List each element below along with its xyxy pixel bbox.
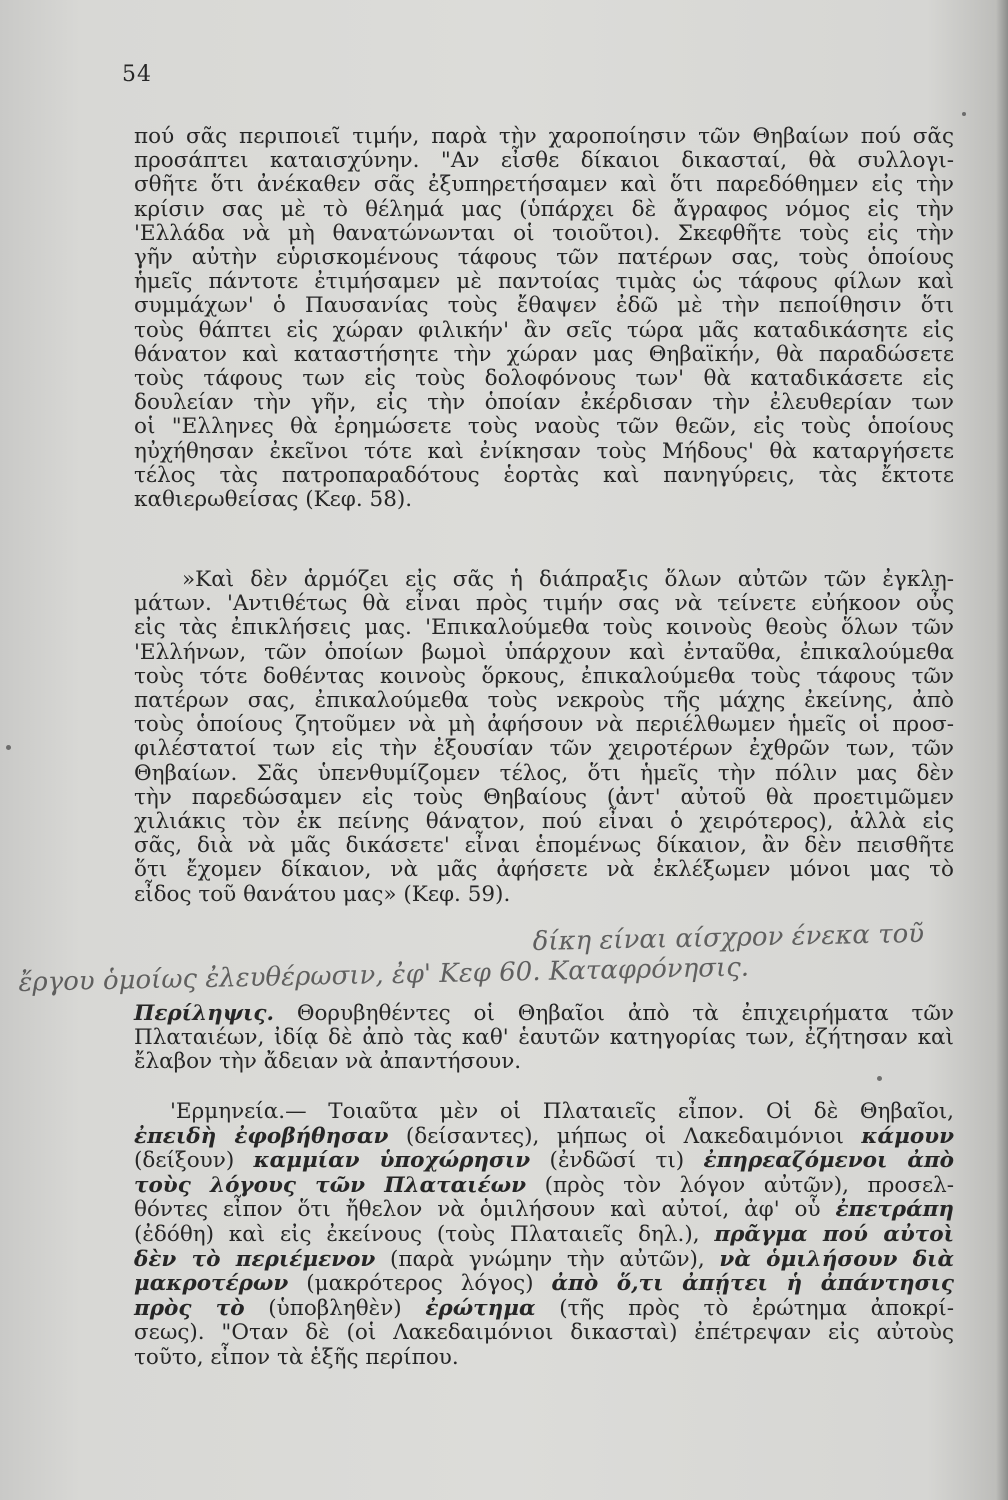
text-line: σθῆτε ὅτι ἀνέκαθεν σᾶς ἐξυπηρετήσαμεν καὶ ὅτι παρεδόθημεν εἰς τὴν [134, 172, 954, 198]
commentary-lead: 'Ερμηνεία.— Τοιαῦτα μὲν οἱ Πλαταιεῖς εἶπον. Οἱ δὲ Θηβαῖοι, [170, 1099, 954, 1124]
text-line: θάνατον καὶ καταστήσητε τὴν χώραν μας Θηβαϊκήν, θὰ παραδώσετε [134, 341, 954, 367]
text-line: γῆν αὐτὴν εὑρισκομένους τάφους τῶν πατέρων σας, τοὺς ὁποίους [134, 245, 954, 271]
text-line: κρίσιν σας μὲ τὸ θέλημά μας (ὑπάρχει δὲ ἄγραφος νόμος εἰς τὴν [134, 196, 954, 222]
text-line: χιλιάκις τὸν ἐκ πείνης θάνατον, πού εἶναι ὁ χειρότερος), ἀλλὰ εἰς [134, 809, 954, 835]
plain-phrase: θόντες εἶπον ὅτι ἤθελον νὰ ὁμιλήσουν καὶ αὐτοί, ἀφ' οὗ [134, 1197, 836, 1223]
text-line: Θηβαίων. Σᾶς ὑπενθυμίζομεν τέλος, ὅτι ἡμεῖς τὴν πόλιν μας δὲν [134, 760, 954, 786]
main-text-block-1 [134, 125, 954, 512]
ink-speck [877, 1076, 882, 1081]
commentary-line [134, 1125, 954, 1150]
commentary-line [134, 1297, 954, 1322]
plain-phrase: (τῆς πρὸς τὸ ἐρώτημα ἀποκρί- [535, 1295, 955, 1321]
plain-phrase: (δείξουν) [134, 1148, 254, 1174]
summary-text: Θορυβηθέντες οἱ Θηβαῖοι ἀπὸ τὰ ἐπιχειρήματα τῶν Πλαταιέων, ἰδίᾳ δὲ ἀπὸ τὰς καθ' ἑαυτῶν κατηγορίας των, ἐζήτησαν καὶ ἔλαβον τὴν ἄδειαν νὰ ἀπαντήσουν. [134, 1001, 954, 1075]
text-line: τοὺς τότε δοθέντας κοινοὺς ὅρκους, ἐπικαλούμεθα τοὺς τάφους τῶν [134, 663, 954, 689]
handwritten-line-1: δίκη είναι αίσχρον ένεκα τοῦ [532, 918, 925, 958]
bold-phrase: κάμουν [861, 1123, 954, 1149]
text-line: φιλέστατοί των εἰς τὴν ἐξουσίαν τῶν χειροτέρων ἐχθρῶν των, τῶν [134, 736, 954, 762]
text-line: πού σᾶς περιποιεῖ τιμήν, παρὰ τὴν χαροποίησιν τῶν Θηβαίων πού σᾶς [134, 124, 954, 149]
text-line: ηὐχήθησαν ἐκεῖνοι τότε καὶ ἐνίκησαν τοὺς Μήδους' θὰ καταργήσετε [134, 438, 954, 464]
text-line: προσάπτει καταισχύνην. "Αν εἶσθε δίκαιοι δικασταί, θὰ συλλογι- [134, 148, 954, 174]
bold-phrase: καμμίαν ὑποχώρησιν [253, 1148, 531, 1174]
text-line: συμμάχων' ὁ Παυσανίας τοὺς ἔθαψεν ἐδῶ μὲ τὴν πεποίθησιν ὅτι [134, 293, 954, 319]
text-line: τοὺς τάφους των εἰς τοὺς δολοφόνους των' θὰ καταδικάσετε εἰς [134, 366, 954, 392]
text-line: »Καὶ δὲν ἁρμόζει εἰς σᾶς ἡ διάπραξις ὅλων αὐτῶν τῶν ἐγκλη- [182, 567, 954, 592]
text-line: 'Ελλήνων, τῶν ὁποίων βωμοὶ ὑπάρχουν καὶ ἐνταῦθα, ἐπικαλούμεθα [134, 639, 954, 665]
bold-phrase: πρὸς τὸ [134, 1295, 245, 1321]
text-line: τοὺς θάπτει εἰς χώραν φιλικήν' ἂν σεῖς τώρα μᾶς καταδικάσητε εἰς [134, 317, 954, 343]
text-line: καθιερωθείσας (Κεφ. 58). [134, 487, 413, 513]
summary-label: Περίληψις. [134, 1001, 275, 1026]
bold-phrase: δὲν τὸ περιέμενον [134, 1246, 376, 1272]
commentary-line [134, 1346, 954, 1371]
commentary-line [134, 1272, 954, 1297]
bold-phrase: ἐπηρεαζόμενοι ἀπὸ [703, 1148, 954, 1174]
bold-phrase: ἀπὸ ὅ,τι ἀπῄτει ἡ ἀπάντησις [551, 1271, 954, 1297]
handwritten-annotation [17, 918, 958, 998]
page-number: 54 [122, 62, 152, 87]
commentary-line [134, 1321, 954, 1346]
bold-phrase: τοὺς λόγους τῶν Πλαταιέων [134, 1172, 527, 1198]
text-line: τοὺς ὁποίους ζητοῦμεν νὰ μὴ ἀφήσουν νὰ περιέλθωμεν ἡμεῖς οἱ προσ- [134, 712, 954, 738]
plain-phrase: τοῦτο, εἶπον τὰ ἑξῆς περίπου. [134, 1344, 459, 1370]
plain-phrase: (δείσαντες), μήπως οἱ Λακεδαιμόνιοι [388, 1123, 862, 1149]
commentary-line [134, 1223, 954, 1248]
text-line: οἱ "Ελληνες θὰ ἐρημώσετε τοὺς ναοὺς τῶν θεῶν, εἰς τοὺς ὁποίους [134, 414, 954, 440]
text-line: μάτων. 'Αντιθέτως θὰ εἶναι πρὸς τιμήν σας νὰ τείνετε εὐήκοον οὖς [134, 591, 954, 617]
plain-phrase: (ἐνδῶσί τι) [530, 1148, 704, 1174]
text-line: πατέρων σας, ἐπικαλούμεθα τοὺς νεκροὺς τῆς μάχης ἐκείνης, ἀπὸ [134, 688, 954, 714]
text-line: 'Ελλάδα νὰ μὴ θανατώνωνται οἱ τοιοῦτοι). Σκεφθῆτε τοὺς εἰς τὴν [134, 220, 954, 246]
bold-phrase: ἐπετράπη [835, 1197, 954, 1223]
text-line: σᾶς, διὰ νὰ μᾶς δικάσετε' εἶναι ἑπομένως δίκαιον, ἂν δὲν πεισθῆτε [134, 833, 954, 859]
text-line: εἶδος τοῦ θανάτου μας» (Κεφ. 59). [134, 881, 511, 907]
commentary-line [134, 1198, 954, 1223]
plain-phrase: (μακρότερος λόγος) [288, 1271, 552, 1297]
page-edge-shadow [996, 0, 1008, 1500]
bold-phrase: ἐρώτημα [425, 1295, 536, 1321]
plain-phrase: (πρὸς τὸν λόγον αὐτῶν), προσελ- [526, 1172, 954, 1198]
plain-phrase: (ὑποβληθὲν) [244, 1295, 426, 1321]
commentary-paragraph [134, 1100, 954, 1371]
ink-speck [962, 112, 966, 116]
bold-phrase: μακροτέρων [134, 1271, 289, 1297]
text-line: τέλος τὰς πατροπαραδότους ἑορτὰς καὶ πανηγύρεις, τὰς ἔκτοτε [134, 462, 954, 488]
text-line: εἰς τὰς ἐπικλήσεις μας. 'Επικαλούμεθα τοὺς κοινοὺς θεοὺς ὅλων τῶν [134, 615, 954, 641]
plain-phrase: (ἐδόθη) καὶ εἰς ἐκείνους (τοὺς Πλαταιεῖς δηλ.), [134, 1221, 715, 1247]
bold-phrase: ἐπειδὴ ἐφοβήθησαν [134, 1123, 389, 1149]
plain-phrase: σεως). "Οταν δὲ (οἱ Λακεδαιμόνιοι δικασταὶ) ἐπέτρεψαν εἰς αὐτοὺς [134, 1320, 954, 1346]
text-line: δουλείαν τὴν γῆν, εἰς τὴν ὁποίαν ἐκέρδισαν τὴν ἐλευθερίαν των [134, 390, 954, 416]
ink-speck [6, 745, 11, 750]
handwritten-line-2: ἔργου ὁμοίως ἐλευθέρωσιν, ἐφ' Κεφ 60. Καταφρόνησις. [18, 952, 750, 998]
bold-phrase: νὰ ὁμιλήσουν διὰ [719, 1246, 955, 1272]
text-line: τὴν παρεδώσαμεν εἰς τοὺς Θηβαίους (ἀντ' αὐτοῦ θὰ προετιμῶμεν [134, 784, 954, 810]
commentary-line [134, 1100, 954, 1125]
main-text-block-2 [134, 568, 954, 907]
bold-phrase: πρᾶγμα πού αὐτοὶ [714, 1221, 954, 1247]
text-line: ἡμεῖς πάντοτε ἐτιμήσαμεν μὲ παντοίας τιμὰς ὡς τάφους φίλων καὶ [134, 269, 954, 295]
commentary-line [134, 1149, 954, 1174]
commentary-line [134, 1174, 954, 1199]
commentary-line [134, 1248, 954, 1273]
plain-phrase: (παρὰ γνώμην τὴν αὐτῶν), [375, 1246, 720, 1272]
summary-paragraph [134, 1002, 954, 1075]
text-line: ὅτι ἔχομεν δίκαιον, νὰ μᾶς ἀφήσετε νὰ ἐκλέξωμεν μόνοι μας τὸ [134, 857, 954, 883]
